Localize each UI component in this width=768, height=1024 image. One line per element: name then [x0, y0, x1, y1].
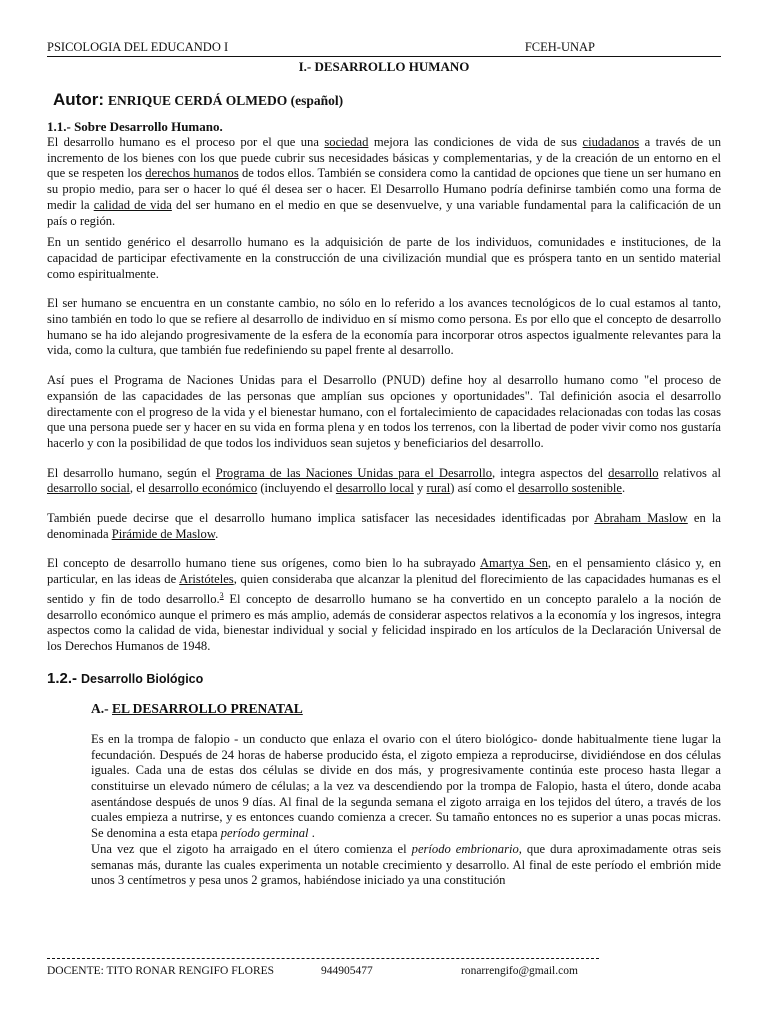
author-line: [53, 89, 721, 112]
link-rural[interactable]: rural: [426, 481, 451, 496]
section-title: Desarrollo Biológico: [81, 671, 204, 686]
link-piramide-de-maslow[interactable]: Pirámide de Maslow: [111, 526, 216, 541]
paragraph-2: En un sentido genérico el desarrollo humano es la adquisición de parte de los individuos, comunidades e instituciones, de la capacidad de participar efectivamente en la construcción de una civilización mundial que es próspera tanto en un sentido material como espiritualmente.: [47, 235, 721, 281]
subsection-title: EL DESARROLLO PRENATAL: [112, 700, 303, 716]
link-pnud[interactable]: Programa de las Naciones Unidas para el Desarrollo: [215, 465, 493, 480]
faculty-name: FCEH-UNAP: [524, 40, 595, 54]
paragraph-7: El concepto de desarrollo humano tiene sus orígenes, como bien lo ha subrayado Amartya Sen, en el pensamiento clásico y, en particular, en las ideas de Aristóteles, quien consideraba que alcanzar la plenitud del florecimiento de las capacidades humanas es el sentido y fin de todo desarrollo.$^3$ El concepto de desarrollo humano se ha convertido en un concepto paralelo a la noción de desarrollo económico aunque el primero es más amplio, además de considerar aspectos relativos a la economía y los ingresos, integra aspectos como la calidad de vida, bienestar individual y social y felicidad inspirado en los artículos de la Declaración Universal de los Derechos Humanos de 1948.: [47, 556, 721, 654]
link-abraham-maslow[interactable]: Abraham Maslow: [594, 511, 688, 526]
link-derechos-humanos[interactable]: derechos humanos: [145, 166, 239, 181]
subsection-heading: A.- EL DESARROLLO PRENATAL: [91, 700, 303, 716]
paragraph-4: Así pues el Programa de Naciones Unidas para el Desarrollo (PNUD) define hoy al desarrollo humano como "el proceso de expansión de las capacidades de las personas que amplían sus opciones y oportunidades". Tal definición asocia el desarrollo directamente con el progreso de la vida y el bienestar humano, con el fortalecimiento de capacidades relacionadas con todas las cosas que una persona puede ser y hacer en su vida en forma plena y en todos los terrenos, con la libertad de poder vivir como nos gustaría hacerlo y con la posibilidad de que todos los individuos sean sujetos y beneficiarios del desarrollo.: [47, 373, 721, 450]
paragraph-6: También puede decirse que el desarrollo humano implica satisfacer las necesidades identificadas por Abraham Maslow en la denominada Pirámide de Maslow.: [47, 511, 721, 541]
paragraph-prenatal-2: Una vez que el zigoto ha arraigado en el útero comienza el período embrionario, que dura aproximadamente otras seis semanas más, durante las cuales experimenta un notable crecimiento y desarrollo. Al final de este período el embrión mide unos 3 centímetros y pesa unos 2 gramos, habiéndose iniciado ya una constitución: [91, 841, 721, 888]
author-name: ENRIQUE CERDÁ OLMEDO (español): [107, 93, 344, 108]
course-name: PSICOLOGIA DEL EDUCANDO I: [47, 40, 229, 54]
teacher-phone: 944905477: [321, 965, 373, 977]
paragraph-5: El desarrollo humano, según el Programa de las Naciones Unidas para el Desarrollo, integra aspectos del desarrollo relativos al desarrollo social, el desarrollo económico (incluyendo el desarrollo local y rural) así como el desarrollo sostenible.: [47, 465, 721, 496]
author-label: Autor:: [53, 90, 104, 109]
paragraph-3: El ser humano se encuentra en un constante cambio, no sólo en lo referido a los avances tecnológicos de lo cual estamos al tanto, sino también en todo lo que se refiere al desarrollo de individuo en sí mismo como persona. Es por ello que el concepto de desarrollo humano se ha ido alejando progresivamente de la esfera de la economía para incorporar otros aspectos igualmente relevantes para la vida, como la cultura, que también fue redefiniendo su papel frente al desarrollo.: [47, 296, 721, 358]
paragraph-1: El desarrollo humano es el proceso por el que una sociedad mejora las condiciones de vida de sus ciudadanos a través de un incremento de los bienes con los que puede cubrir sus necesidades básicas y complementarias, y de la creación de un entorno en el que se respeten los derechos humanos de todos ellos. También se considera como la cantidad de opciones que tiene un ser humano en su propio medio, para ser o hacer lo qué él desea ser o hacer. El Desarrollo Humano podría definirse también como una forma de medir la calidad de vida del ser humano en el medio en que se desenvuelve, y una variable fundamental para la calificación de un país o región.: [47, 135, 722, 228]
document-title: I.- DESARROLLO HUMANO: [298, 59, 470, 74]
link-desarrollo[interactable]: desarrollo: [608, 465, 659, 480]
link-desarrollo-economico[interactable]: desarrollo económico: [148, 481, 258, 496]
link-sociedad[interactable]: sociedad: [324, 135, 369, 149]
document-page: [47, 40, 721, 990]
page-footer: [47, 958, 599, 979]
link-desarrollo-social[interactable]: desarrollo social: [47, 481, 130, 496]
footnote-3-link[interactable]: 3: [219, 590, 224, 600]
link-aristoteles[interactable]: Aristóteles: [179, 572, 234, 587]
link-amartya-sen[interactable]: Amartya Sen: [479, 556, 548, 571]
section-heading-1-1: 1.1.- Sobre Desarrollo Humano.: [47, 119, 223, 134]
footer-divider: [47, 958, 599, 959]
page-header: [47, 40, 721, 57]
link-desarrollo-local[interactable]: desarrollo local: [335, 481, 414, 496]
paragraph-prenatal-1: Es en la trompa de falopio - un conducto que enlaza el ovario con el útero biológico- donde habitualmente tiene lugar la fecundación. Después de 24 horas de haberse producido ésta, el zigoto empieza a reproducirse, dividiéndose en dos células iguales. Cada una de estas dos células se divide en dos más, y progresivamente continúa este proceso hasta llegar a constituirse un elevado número de células; a la vez va descendiendo por la trompa de Falopio, hasta el útero, donde acaba asentándose después de unos 9 días. Al final de la segunda semana el zigoto arraiga en los tejidos del útero, a través de los cuales empieza a nutrirse, y es entonces cuando comienza a crecer. Su tamaño entonces no es superior a unas pocas micras. Se denomina a esta etapa período germinal .: [91, 731, 721, 841]
section-heading-1-2: [47, 669, 721, 689]
teacher-name: DOCENTE: TITO RONAR RENGIFO FLORES: [47, 965, 275, 977]
link-ciudadanos[interactable]: ciudadanos: [582, 135, 640, 149]
link-desarrollo-sostenible[interactable]: desarrollo sostenible: [518, 481, 622, 496]
section-number: 1.2.-: [47, 669, 78, 687]
link-calidad-de-vida[interactable]: calidad de vida: [93, 197, 172, 212]
teacher-email[interactable]: ronarrengifo@gmail.com: [461, 965, 578, 977]
